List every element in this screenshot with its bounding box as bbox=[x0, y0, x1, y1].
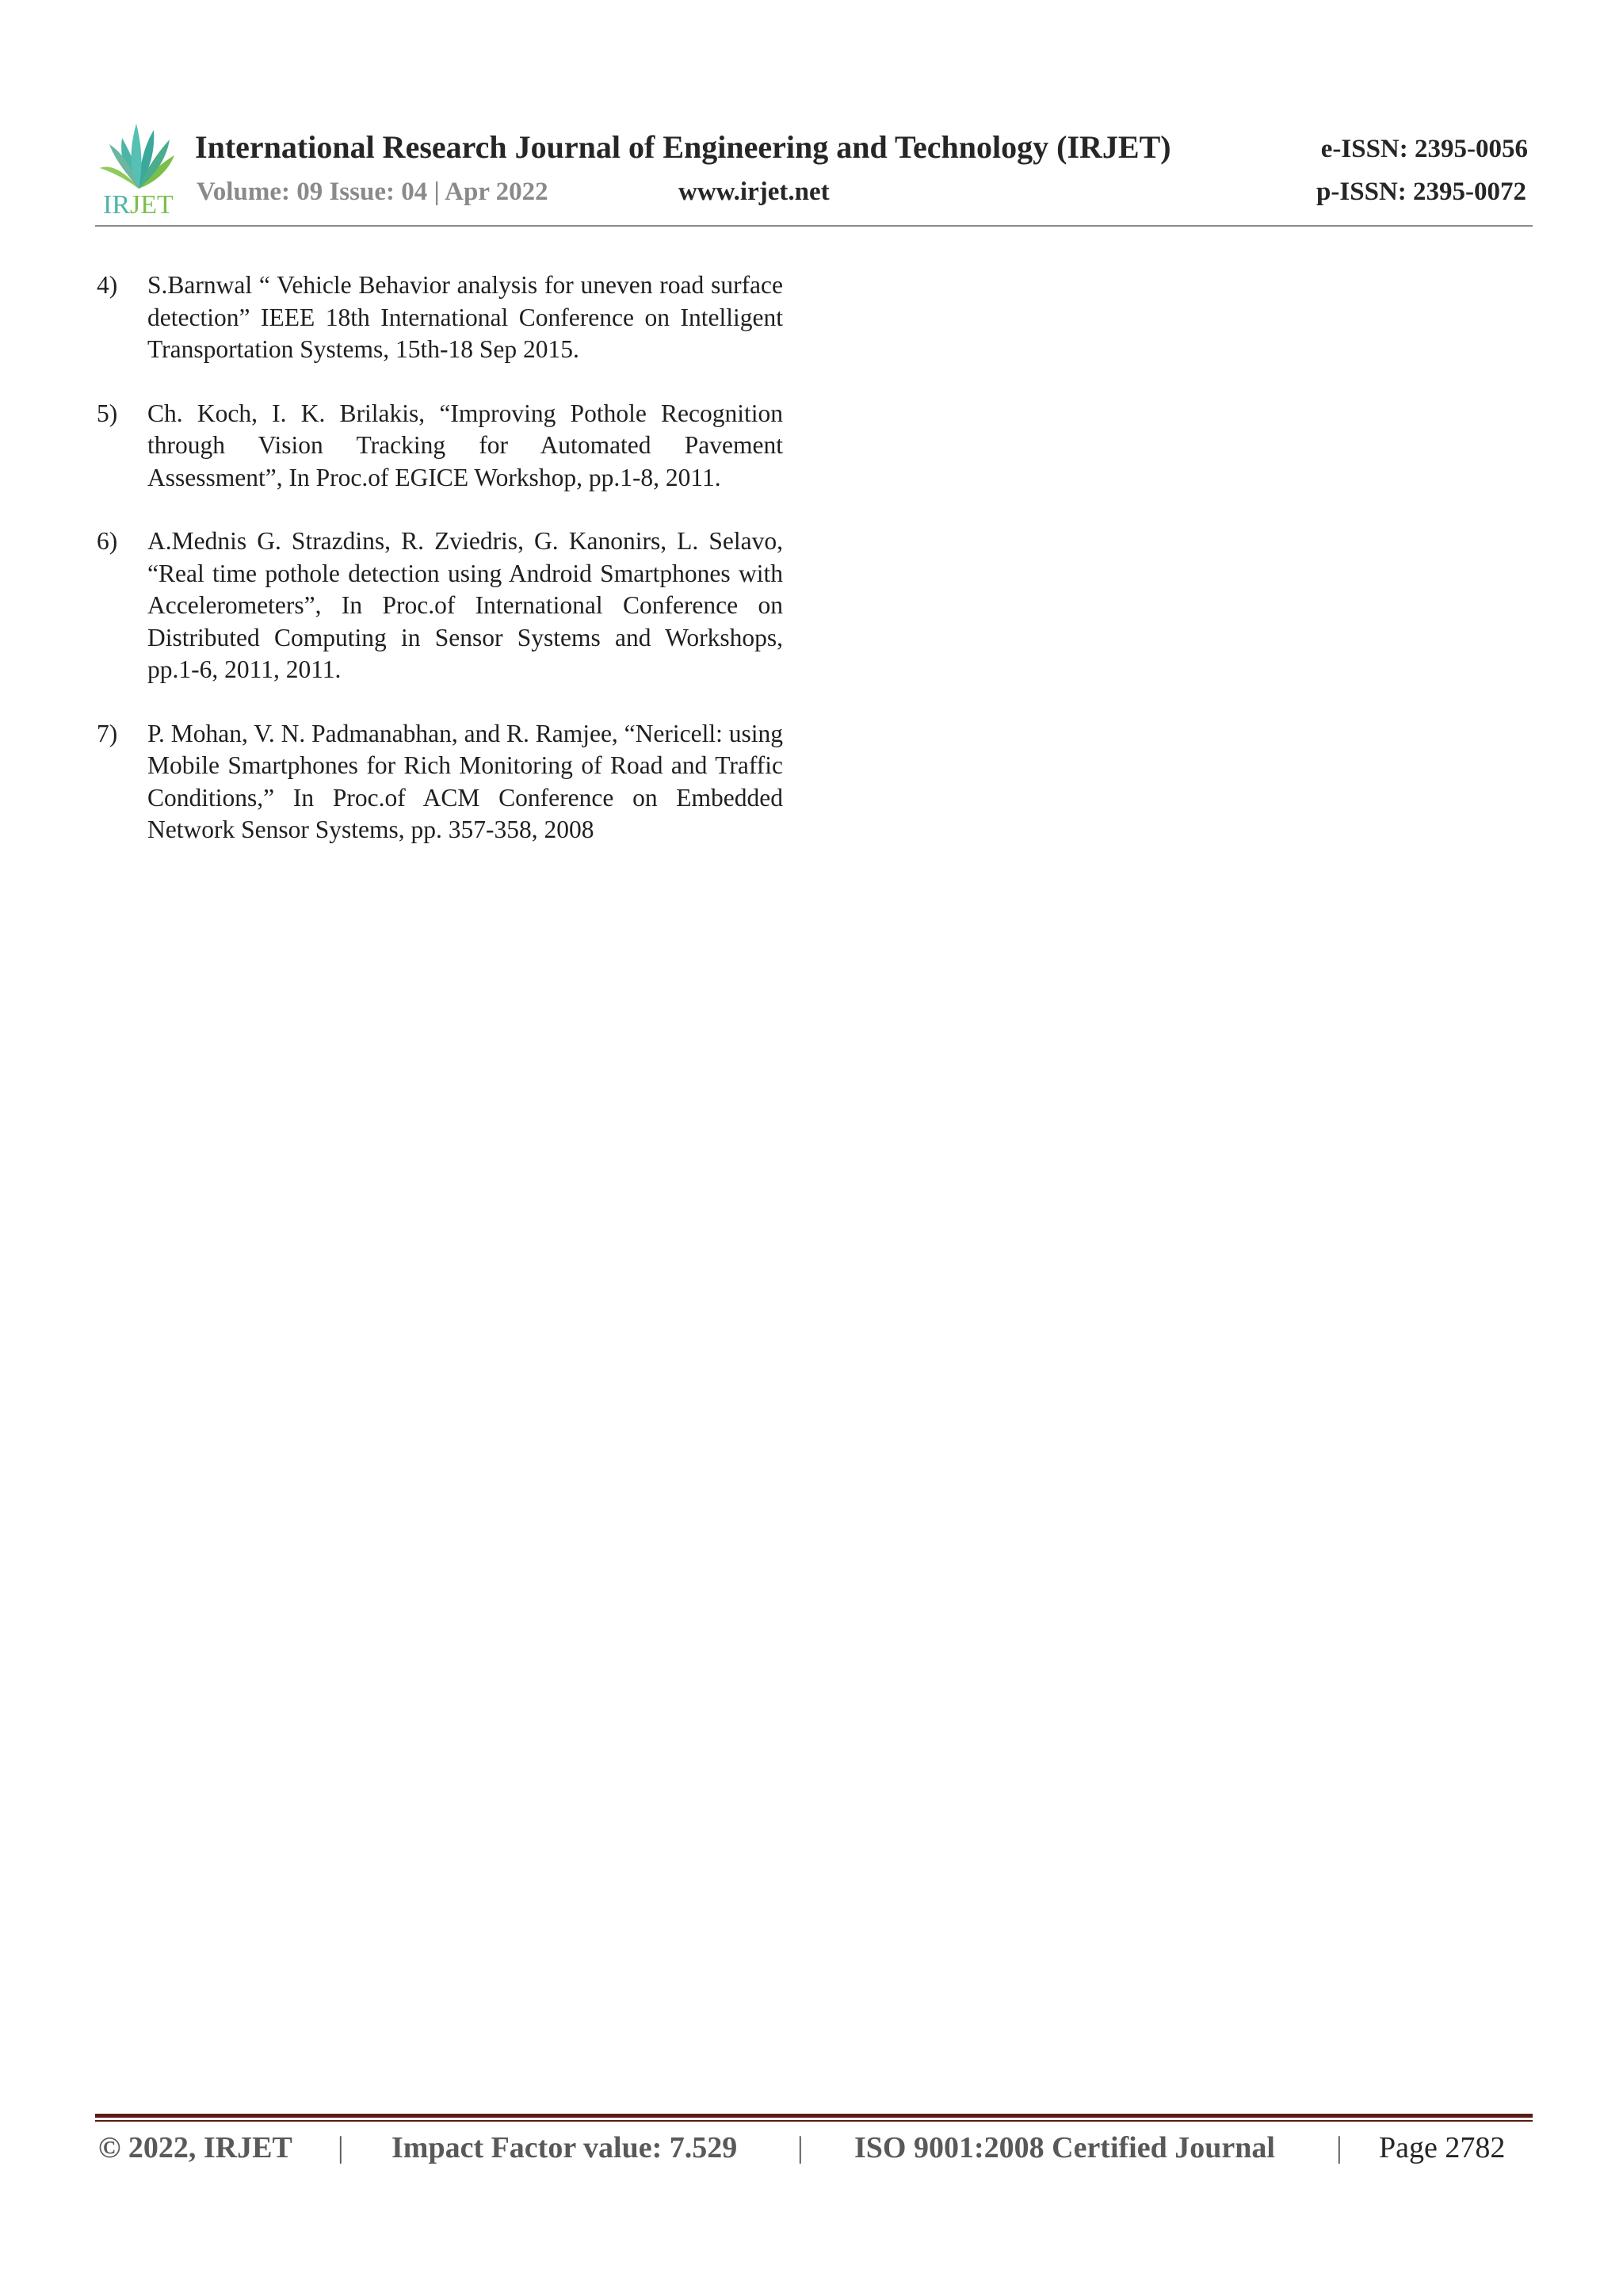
irjet-logo bbox=[95, 120, 182, 223]
website-link[interactable]: www.irjet.net bbox=[678, 178, 830, 206]
leaf-logo-icon bbox=[95, 120, 182, 192]
footer-separator: | bbox=[797, 2131, 804, 2164]
reference-text: S.Barnwal “ Vehicle Behavior analysis for uneven road surface detection” IEEE 18th International Conference on Intelligent Transportation Systems, 15th-18 Sep 2015. bbox=[147, 271, 783, 363]
reference-text: A.Mednis G. Strazdins, R. Zviedris, G. Kanonirs, L. Selavo, “Real time pothole detection using Android Smartphones with Accelerometers”, In Proc.of International Conference on Distributed Computing in Sensor Systems and Workshops, pp.1-6, 2011, 2011. bbox=[147, 527, 783, 683]
reference-text: Ch. Koch, I. K. Brilakis, “Improving Pothole Recognition through Vision Tracking for Automated Pavement Assessment”, In Proc.of EGICE Workshop, pp.1-8, 2011. bbox=[147, 399, 783, 491]
logo-text-jet: JET bbox=[130, 190, 174, 220]
footer-separator: | bbox=[338, 2131, 344, 2164]
reference-number: 5) bbox=[97, 399, 118, 427]
footer-impact-factor: Impact Factor value: 7.529 bbox=[391, 2131, 738, 2164]
reference-number: 7) bbox=[97, 719, 118, 747]
footer-page-number: Page 2782 bbox=[1379, 2131, 1506, 2164]
footer-iso: ISO 9001:2008 Certified Journal bbox=[854, 2131, 1275, 2164]
reference-item bbox=[97, 525, 783, 686]
header-divider bbox=[95, 225, 1533, 227]
logo-text-ir: IR bbox=[103, 190, 130, 220]
volume-issue: Volume: 09 Issue: 04 | Apr 2022 bbox=[197, 178, 548, 206]
footer-divider-thick bbox=[95, 2114, 1533, 2118]
page-footer bbox=[95, 2130, 1533, 2170]
p-issn: p-ISSN: 2395-0072 bbox=[1316, 178, 1526, 206]
reference-item bbox=[97, 718, 783, 846]
e-issn: e-ISSN: 2395-0056 bbox=[1320, 135, 1528, 163]
logo-wordmark bbox=[103, 190, 174, 220]
reference-number: 4) bbox=[97, 271, 118, 299]
reference-text: P. Mohan, V. N. Padmanabhan, and R. Ramjee, “Nericell: using Mobile Smartphones for Rich Monitoring of Road and Traffic Conditions,” In Proc.of ACM Conference on Embedded Network Sensor Systems, pp. 357-358, 2008 bbox=[147, 719, 783, 843]
footer-copyright: © 2022, IRJET bbox=[98, 2131, 292, 2164]
footer-separator: | bbox=[1336, 2131, 1342, 2164]
reference-item bbox=[97, 398, 783, 495]
journal-title: International Research Journal of Engineering and Technology (IRJET) bbox=[195, 129, 1171, 165]
reference-number: 6) bbox=[97, 527, 118, 555]
page-header bbox=[95, 111, 1533, 228]
footer-divider-thin bbox=[95, 2120, 1533, 2122]
reference-item bbox=[97, 269, 783, 366]
reference-list bbox=[97, 269, 783, 878]
